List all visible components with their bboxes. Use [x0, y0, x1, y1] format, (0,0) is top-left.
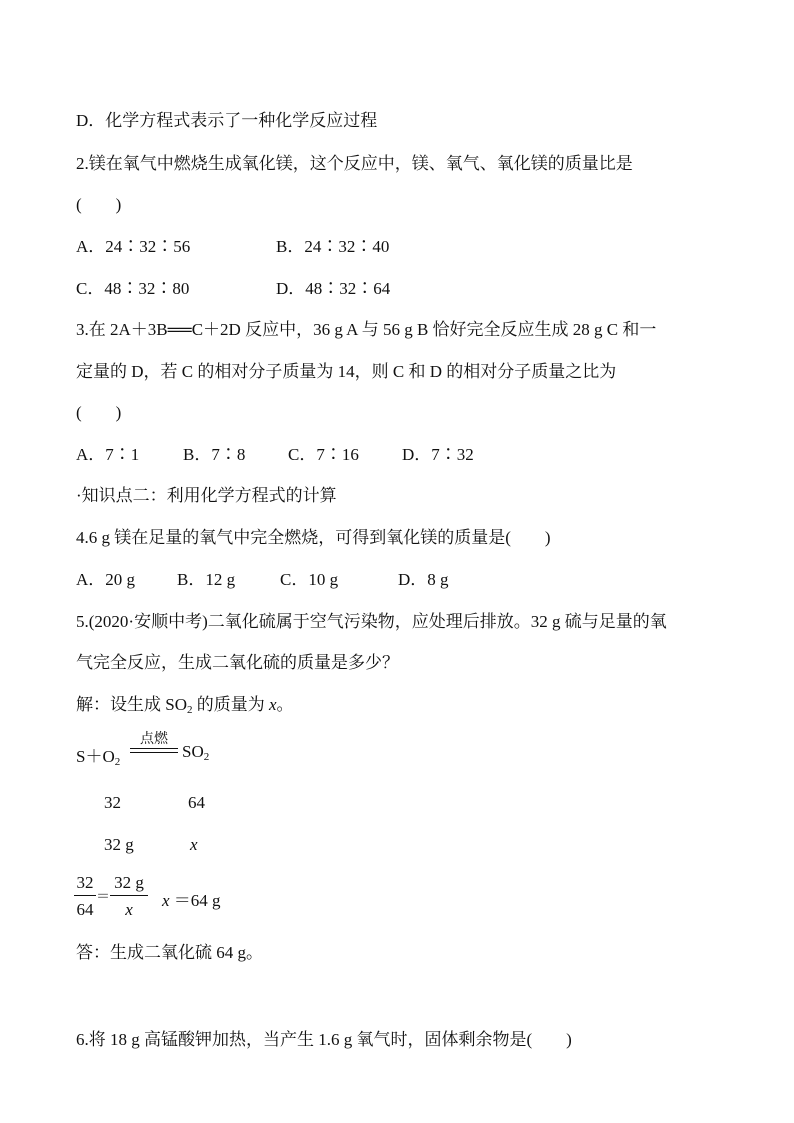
answer-statement: 答：生成二氧化硫 64 g。: [76, 943, 263, 962]
ratio-row-2-right: x: [190, 835, 198, 854]
question-4-option-a: A．20 g: [76, 570, 136, 589]
result-value: ＝64 g: [173, 891, 221, 910]
subscript: 2: [114, 756, 121, 768]
question-3-stem-line-1: 3.在 2A＋3B══C＋2D 反应中，36 g A 与 56 g B 恰好完全反应生成 28 g C 和一: [76, 320, 657, 339]
fraction-2-bar: [110, 895, 148, 896]
ratio-row-1-left: 32: [104, 793, 121, 812]
question-4-option-b: B．12 g: [177, 570, 236, 589]
ratio-row-2-left: 32 g: [104, 835, 134, 854]
subscript: 2: [186, 704, 193, 716]
equation-bar-top: [130, 748, 178, 749]
ratio-row-1-right: 64: [188, 793, 205, 812]
fraction-2-numerator: 32 g: [114, 873, 144, 892]
question-3-option-c: C．7∶16: [288, 445, 359, 464]
equation-bar-bottom: [130, 752, 178, 753]
question-3-option-a: A．7∶1: [76, 445, 140, 464]
equation-left: [76, 742, 120, 768]
question-3-stem-line-2: 定量的 D，若 C 的相对分子质量为 14，则 C 和 D 的相对分子质量之比为: [76, 362, 617, 381]
question-2-answer-paren: ( ): [76, 195, 122, 214]
variable-x: x: [162, 891, 170, 910]
question-5-stem-line-2: 气完全反应，生成二氧化硫的质量是多少？: [76, 653, 399, 672]
fraction-2-denominator: x: [125, 900, 133, 919]
question-2-option-c: C．48∶32∶80: [76, 279, 190, 298]
knowledge-point-2-heading: ·知识点二：利用化学方程式的计算: [76, 486, 337, 505]
question-3-answer-paren: ( ): [76, 403, 122, 422]
question-3-option-d: D．7∶32: [402, 445, 474, 464]
question-5-stem-line-1: 5.(2020·安顺中考)二氧化硫属于空气污染物，应处理后排放。32 g 硫与足量的氧: [76, 612, 667, 631]
solution-setup-text: 的质量为: [192, 695, 269, 714]
reaction-condition: 点燃: [140, 732, 168, 747]
fraction-1-bar: [74, 895, 96, 896]
question-2-option-d: D．48∶32∶64: [276, 279, 391, 298]
solution-setup: [76, 690, 294, 716]
fraction-1-numerator: 32: [76, 873, 94, 892]
fraction-1-denominator: 64: [76, 900, 94, 919]
result-expression: [162, 886, 221, 911]
question-2-option-b: B．24∶32∶40: [276, 237, 390, 256]
question-6-stem: 6.将 18 g 高锰酸钾加热，当产生 1.6 g 氧气时，固体剩余物是( ): [76, 1030, 572, 1049]
option-d-statement: D．化学方程式表示了一种化学反应过程: [76, 111, 378, 130]
equation-product: SO: [182, 742, 204, 761]
solution-setup-text: 解：设生成 SO: [76, 695, 187, 714]
question-2-stem: 2.镁在氧气中燃烧生成氧化镁，这个反应中，镁、氧气、氧化镁的质量比是: [76, 154, 633, 173]
solution-setup-text: 。: [276, 695, 294, 714]
variable-x: x: [268, 695, 277, 714]
question-3-option-b: B．7∶8: [183, 445, 246, 464]
question-4-option-d: D．8 g: [398, 570, 449, 589]
equation-reactants: S＋O: [76, 747, 115, 766]
question-2-option-a: A．24∶32∶56: [76, 237, 191, 256]
subscript: 2: [203, 751, 210, 763]
question-4-option-c: C．10 g: [280, 570, 339, 589]
fraction-equals: ＝: [96, 890, 110, 905]
question-4-stem: 4.6 g 镁在足量的氧气中完全燃烧，可得到氧化镁的质量是( ): [76, 528, 551, 547]
equation-right: [182, 742, 209, 763]
